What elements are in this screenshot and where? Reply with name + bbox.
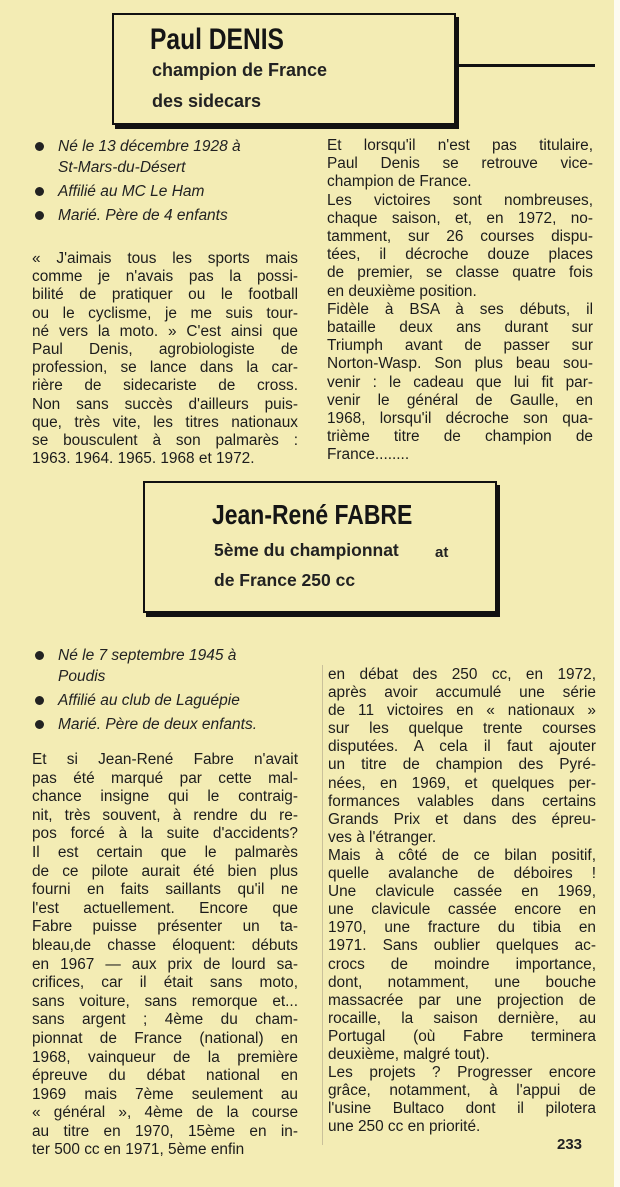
profile1-fact-birth-line2: St-Mars-du-Désert — [58, 159, 186, 176]
text-line: bilité de pratiquer ou le football — [32, 286, 298, 304]
text-line: venir : le cadeau que lui fit par- — [327, 373, 593, 391]
profile2-name: Jean-René FABRE — [212, 499, 413, 530]
text-line: quelle avalanche de déboires ! — [328, 865, 596, 883]
text-line: l'est actuellement. Encore que — [32, 899, 298, 917]
text-line: dont, notamment, une bouche — [328, 973, 596, 991]
text-line: Les victoires sont nombreuses, — [327, 191, 593, 209]
text-line: crocs de moindre importance, — [328, 955, 596, 973]
profile2-fact-birth-line1: Né le 7 septembre 1945 à — [58, 647, 237, 664]
profile1-fact-club-text: Affilié au MC Le Ham — [58, 183, 205, 200]
text-line: Paul Denis se retrouve vice- — [327, 155, 593, 173]
profile1-name: Paul DENIS — [150, 23, 284, 56]
profile1-fact-family — [30, 205, 310, 226]
text-line: sans argent ; 4ème du cham- — [32, 1011, 298, 1029]
text-line: Et lorsqu'il n'est pas titulaire, — [327, 137, 593, 154]
text-line: tamment, sur 26 courses dispu- — [327, 228, 593, 246]
text-line: ter 500 cc en 1971, 5ème enfin — [32, 1141, 245, 1159]
text-line: formances valables dans certains — [328, 792, 596, 810]
profile1-text-right — [327, 137, 593, 465]
text-line: France........ — [327, 446, 410, 464]
bullet-dot — [35, 211, 44, 220]
text-line: 1970, une fracture du tibia en — [328, 919, 596, 937]
profile1-fact-club — [30, 181, 310, 202]
text-line: en débat des 250 cc, en 1972, — [328, 666, 596, 683]
column-fold-line — [322, 665, 323, 1145]
profile1-text-left — [32, 250, 298, 468]
text-line: au titre en 1970, 15ème en in- — [32, 1122, 298, 1140]
text-line: trième titre de champion de — [327, 428, 593, 446]
text-line: massacrée par une projection de — [328, 991, 596, 1009]
text-line: né vers la moto. » C'est ainsi que — [32, 322, 298, 340]
text-line: bataille deux ans durant sur — [327, 319, 593, 337]
text-line: nit, très souvent, à rendre du re- — [32, 806, 298, 824]
text-line: Non sans succès d'ailleurs puis- — [32, 395, 298, 413]
text-line: une clavicule cassée encore en — [328, 901, 596, 919]
text-line: de 11 victoires en « nationaux » — [328, 702, 596, 720]
text-line: Fabre puisse présenter un ta- — [32, 918, 298, 936]
text-line: bleau,de chasse éloquent: débuts — [32, 936, 298, 954]
text-line: sur les quelque trente courses — [328, 720, 596, 738]
bullet-dot — [35, 696, 44, 705]
text-line: Et si Jean-René Fabre n'avait — [32, 751, 298, 768]
text-line: après avoir accumulé une série — [328, 684, 596, 702]
text-line: comme je n'avais pas la possi- — [32, 268, 298, 286]
text-line: un titre de champion des Pyré- — [328, 756, 596, 774]
profile2-title-line2: de France 250 cc — [214, 570, 356, 590]
profile2-fact-birth-line2: Poudis — [58, 668, 106, 685]
text-line: deuxième, malgré tout). — [328, 1045, 490, 1063]
text-line: Portugal (où Fabre terminera — [328, 1027, 596, 1045]
text-line: nées, en 1969, et quelques per- — [328, 774, 596, 792]
profile2-fact-family — [30, 714, 320, 735]
profile1-title-line1: champion de France — [152, 60, 328, 80]
text-line: 1969 mais 7ème seulement au — [32, 1085, 298, 1103]
profile2-fact-club — [30, 690, 320, 711]
text-line: fourni en faits saillants qu'il ne — [32, 881, 298, 899]
text-line: Grands Prix et dans des épreu- — [328, 810, 596, 828]
profile2-title-line1: 5ème du championnat — [214, 540, 399, 560]
text-line: pos forcé à la suite d'accidents? — [32, 825, 298, 843]
text-line: Fidèle à BSA à ses débuts, il — [327, 300, 593, 318]
text-line: Norton-Wasp. Son plus beau sou- — [327, 355, 593, 373]
text-line: 1971. Sans oublier quelques ac- — [328, 937, 596, 955]
text-line: Mais à côté de ce bilan positif, — [328, 846, 596, 864]
profile1-fact-birth-line1: Né le 13 décembre 1928 à — [58, 138, 241, 155]
text-line: Triumph avant de passer sur — [327, 337, 593, 355]
profile1-fact-family-text: Marié. Père de 4 enfants — [58, 207, 228, 224]
bullet-dot — [35, 651, 44, 660]
text-line: Une clavicule cassée en 1969, — [328, 883, 596, 901]
text-line: 1968, lorsqu'il décroche son qua- — [327, 410, 593, 428]
text-line: sans voiture, sans remorque et... — [32, 992, 298, 1010]
profile1-title-line2: des sidecars — [152, 91, 262, 111]
text-line: profession, se lance dans la car- — [32, 359, 298, 377]
text-line: rière de sidecariste de cross. — [32, 377, 298, 395]
text-line: grâce, notamment, à l'appui de — [328, 1082, 596, 1100]
text-line: crifices, car il était sans moto, — [32, 974, 298, 992]
page-number: 233 — [557, 1136, 583, 1153]
text-line: « J'aimais tous les sports mais — [32, 250, 298, 267]
text-line: tées, il décroche douze places — [327, 246, 593, 264]
text-line: ou le cyclisme, je me suis tour- — [32, 304, 298, 322]
text-line: se bousculent à son palmarès : — [32, 432, 298, 450]
profile2-fact-birth — [30, 645, 320, 687]
profile1-facts — [30, 136, 310, 226]
profile2-text-left — [32, 751, 298, 1160]
text-line: l'usine Bultaco dont il pilotera — [328, 1100, 596, 1118]
text-line: chaque saison, et, en 1972, no- — [327, 209, 593, 227]
text-line: ves à l'étranger. — [328, 828, 437, 846]
text-line: disputées. A cela il faut ajouter — [328, 738, 596, 756]
text-line: en deuxième position. — [327, 282, 477, 300]
profile1-fact-birth — [30, 136, 310, 178]
profile2-fact-family-text: Marié. Père de deux enfants. — [58, 716, 258, 733]
profile2-facts — [30, 645, 320, 735]
text-line: Les projets ? Progresser encore — [328, 1064, 596, 1082]
profile2-title-overflow: at — [435, 544, 449, 561]
text-line: chance insigne qui le contraig- — [32, 788, 298, 806]
text-line: pionnat de France (national) en — [32, 1029, 298, 1047]
bullet-dot — [35, 142, 44, 151]
page-edge — [614, 0, 620, 1187]
profile2-header-box — [143, 481, 497, 613]
bullet-dot — [35, 187, 44, 196]
text-line: de ce pilote aurait été bien plus — [32, 862, 298, 880]
text-line: champion de France. — [327, 173, 472, 191]
text-line: 1968, vainqueur de la première — [32, 1048, 298, 1066]
text-line: « général », 4ème de la course — [32, 1104, 298, 1122]
profile2-fact-club-text: Affilié au club de Laguépie — [58, 692, 240, 709]
text-line: Il est certain que le palmarès — [32, 843, 298, 861]
bullet-dot — [35, 720, 44, 729]
text-line: Paul Denis, agrobiologiste de — [32, 341, 298, 359]
text-line: une 250 cc en priorité. — [328, 1118, 481, 1136]
profile2-text-right — [328, 666, 596, 1136]
header-rule-right — [455, 64, 595, 67]
text-line: 1963. 1964. 1965. 1968 et 1972. — [32, 450, 255, 468]
text-line: épreuve du débat national en — [32, 1067, 298, 1085]
text-line: de premier, se classe quatre fois — [327, 264, 593, 282]
profile1-header-box — [112, 13, 456, 125]
text-line: en 1967 — aux prix de lourd sa- — [32, 955, 298, 973]
text-line: que, très vite, les titres nationaux — [32, 413, 298, 431]
text-line: venir le général de Gaulle, en — [327, 391, 593, 409]
text-line: pas été marqué par cette mal- — [32, 769, 298, 787]
text-line: rocaille, la saison dernière, au — [328, 1009, 596, 1027]
